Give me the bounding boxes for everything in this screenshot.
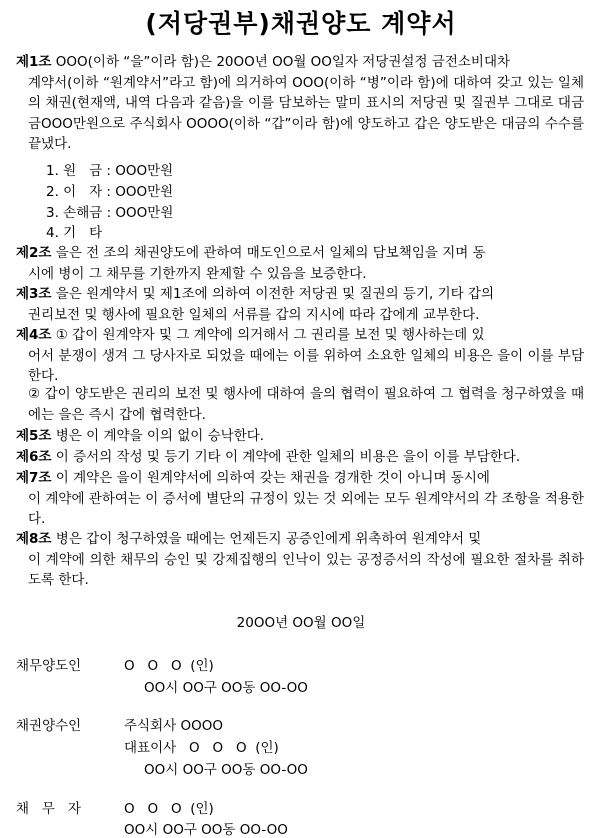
- article-first-line: 병은 이 계약을 이의 없이 승낙한다.: [51, 428, 265, 444]
- amount-list: [46, 161, 173, 244]
- assignor-address: OO시 OO구 OO동 OO-OO: [144, 680, 308, 696]
- article-number: 제3조: [16, 286, 52, 302]
- debtor-address: OO시 OO구 OO동 OO-OO: [124, 822, 288, 838]
- article-number: 제7조: [16, 470, 52, 486]
- assignor-name: O O O (인): [124, 658, 214, 674]
- debtor-label: 채 무 자: [16, 801, 81, 817]
- article-number: 제6조: [16, 449, 52, 465]
- article-first-line: 병은 갑이 청구하였을 때에는 언제든지 공증인에게 위촉하여 원계약서 및: [51, 531, 482, 547]
- article-continuation: 계약서(이하 “원계약서”라고 함)에 의거하여 OOO(이하 “병”이라 함)에 대하여 갖고 있는 일체의 채권(현재액, 내역 다음과 같음)을 이를 담보하는 말미 표시의 저당권 및 질권부 그대로 대금 금OOO만원으로 주식회사 OOOO(이하 “갑”이라 함)에 양도하고 갑은 양도받은 대금의 수수를 끝냈다.: [28, 74, 584, 153]
- article-first-line: 을은 원계약서 및 제1조에 의하여 이전한 저당권 및 질권의 등기, 기타 갑의: [51, 286, 495, 302]
- article-continuation: 이 계약에 관하여는 이 증서에 별단의 규정이 있는 것 외에는 모두 원계약서의 각 조항을 적용한다.: [28, 490, 584, 528]
- article-continuation: ② 갑이 양도받은 권리의 보전 및 행사에 대하여 을의 협력이 필요하여 그 협력을 청구하였을 때에는 을은 즉시 갑에 협력한다.: [28, 386, 584, 423]
- article-continuation: 권리보전 및 행사에 필요한 일체의 서류를 갑의 지시에 따라 갑에게 교부한다.: [28, 306, 480, 323]
- article-4: [16, 325, 584, 387]
- document-title: (저당권부)채권양도 계약서: [145, 9, 457, 38]
- article-2: [16, 243, 584, 284]
- article-number: 제8조: [16, 531, 52, 547]
- article-1: [16, 52, 584, 155]
- article-first-line: ① 갑이 원계약자 및 그 계약에 의거해서 그 권리를 보전 및 행사하는데 있: [51, 327, 485, 343]
- article-continuation: 시에 병이 그 채무를 기한까지 완제할 수 있음을 보증한다.: [28, 265, 367, 282]
- assignee-label: 채권양수인: [16, 718, 82, 734]
- article-first-line: 이 증서의 작성 및 등기 기타 이 계약에 관한 일체의 비용은 을이 이를 부담한다.: [51, 449, 521, 465]
- contract-date: 20OO년 OO월 OO일: [236, 615, 366, 631]
- assignee-address: OO시 OO구 OO동 OO-OO: [144, 762, 308, 778]
- article-number: 제2조: [16, 245, 52, 261]
- assignee-company: 주식회사 OOOO: [124, 718, 223, 734]
- article-first-line: 을은 전 조의 채권양도에 관하여 매도인으로서 일체의 담보책임을 지며 동: [51, 245, 486, 261]
- article-4-paragraph-2: [16, 384, 584, 425]
- article-7: [16, 468, 584, 530]
- list-item: 1. 원 금 : OOO만원: [46, 163, 174, 179]
- article-continuation: 어서 분쟁이 생겨 그 당사자로 되었을 때에는 이를 위하여 소요한 일체의 비용은 을이 이를 부담한다.: [28, 347, 584, 385]
- assignor-label: 채무양도인: [16, 658, 82, 674]
- article-5: [16, 426, 584, 447]
- article-3: [16, 284, 584, 325]
- article-8: [16, 529, 584, 591]
- list-item: 3. 손해금 : OOO만원: [46, 204, 174, 221]
- article-first-line: 이 계약은 을이 원계약서에 의하여 갖는 채권을 경개한 것이 아니며 동시에: [51, 470, 490, 486]
- article-number: 제1조: [16, 54, 52, 70]
- list-item: 4. 기 타: [46, 225, 103, 242]
- article-continuation: 이 계약에 의한 채무의 승인 및 강제집행의 인낙이 있는 공정증서의 작성에 필요한 절차를 취하도록 한다.: [28, 551, 584, 589]
- article-6: [16, 447, 584, 468]
- article-number: 제4조: [16, 327, 52, 343]
- assignee-representative: 대표이사 O O O (인): [124, 740, 279, 756]
- list-item: 2. 이 자 : OOO만원: [46, 183, 174, 200]
- article-first-line: OOO(이하 “을”이라 함)은 20OO년 OO월 OO일자 저당권설정 금전소비대차: [51, 54, 511, 70]
- article-number: 제5조: [16, 428, 52, 444]
- debtor-name: O O O (인): [124, 801, 214, 817]
